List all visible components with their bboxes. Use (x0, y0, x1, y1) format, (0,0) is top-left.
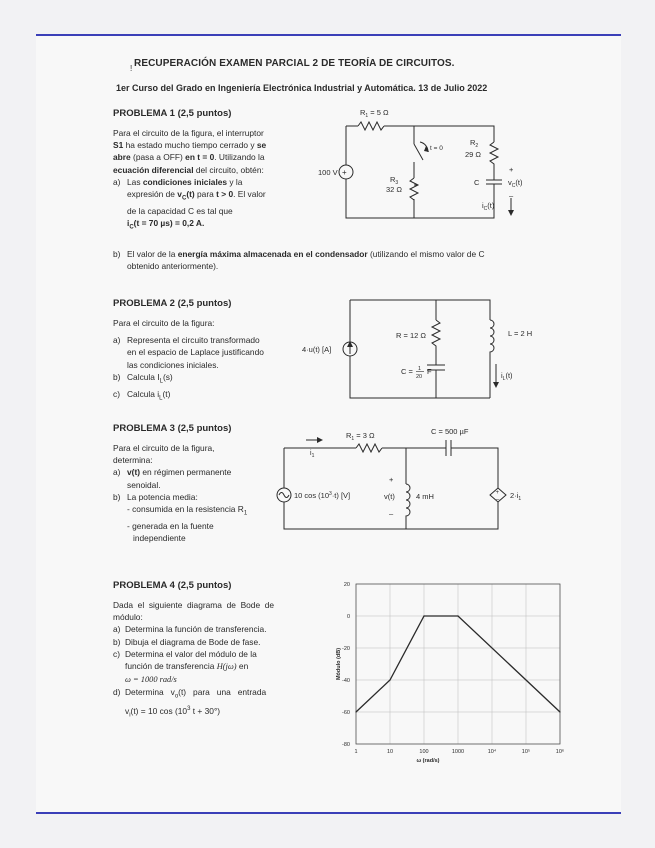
text-line: Para el circuito de la figura, (113, 443, 215, 453)
capacitor-c (446, 440, 451, 456)
problem-4-item-c: c) Determina el valor del módulo de la función de transferencia H(jω) en ω = 1000 rad/s (113, 648, 257, 685)
problem-1-item-b: b) El valor de la energía máxima almacenada en el condensador (utilizando el mismo valor de C obtenido anteriormente). (113, 249, 485, 272)
switch-label: t = 0 (430, 145, 443, 152)
problem-3-item-b: b) La potencia media: - consumida en la resistencia $R_1$ - generada en la fuente independiente (113, 491, 248, 544)
source-plus: + (342, 168, 347, 177)
source-label: 100 V (318, 168, 338, 177)
problem-4-item-b: b) Dibuja el diagrama de Bode de fase. (113, 636, 261, 647)
dep-minus: – (496, 497, 500, 503)
text-line: Dada el siguiente diagrama de Bode de (113, 600, 275, 610)
resistor-r1 (356, 444, 382, 452)
l-label: L = 2 H (508, 329, 533, 338)
circuit-3-diagram (276, 426, 541, 536)
exam-subtitle: 1er Curso del Grado en Ingeniería Electrónica Industrial y Automática. 13 de Julio 2022 (116, 83, 488, 93)
text-line: S1 ha estado mucho tiempo cerrado y se (113, 140, 267, 151)
vc-plus: + (509, 165, 514, 174)
exam-title: RECUPERACIÓN EXAMEN PARCIAL 2 DE TEORÍA DE CIRCUITOS. (134, 58, 455, 69)
bode-chart (294, 576, 565, 766)
dep-plus: + (495, 490, 500, 496)
cap-label: C (474, 178, 480, 187)
chart-point (457, 615, 458, 616)
text-line: ecuación diferencial del circuito, obtén: (113, 164, 264, 175)
chart-ticks (342, 582, 564, 755)
text-line: Para el circuito de la figura, el interruptor (113, 128, 264, 138)
problem-2-statement (113, 317, 323, 405)
il-label: $i_L(t)$ (501, 371, 513, 382)
y-tick-label: 20 (343, 582, 350, 588)
y-tick-label: -80 (342, 742, 350, 748)
c-label: C = (401, 367, 413, 376)
inductor-l (490, 320, 494, 398)
x-tick-label: 1000 (451, 749, 465, 755)
problem-4-heading: PROBLEMA 4 (2,5 puntos) (113, 580, 232, 591)
v-plus: + (389, 475, 394, 484)
x-tick-label: 100 (419, 749, 429, 755)
problem-4-item-a: a) Determina la función de transferencia. (113, 624, 267, 635)
text-line: módulo: (113, 612, 143, 623)
problem-2-item-b: b) Calcula $I_L(s)$ (113, 371, 173, 385)
x-tick-label: 10⁵ (521, 749, 531, 755)
v-label: v(t) (384, 492, 395, 501)
resistor-r (432, 320, 440, 360)
c-unit: F (427, 367, 432, 376)
r2-value: 29 Ω (465, 150, 482, 159)
l-label: 4 mH (416, 492, 434, 501)
x-tick-label: 1 (354, 749, 358, 755)
r1-label: $R_1 = 3$ Ω (346, 431, 375, 442)
problem-2-item-c: c) Calcula $i_L(t)$ (113, 388, 171, 402)
problem-4-statement (113, 599, 300, 722)
margin-mark: ! (130, 64, 133, 73)
i1-label: $i_1$ (310, 450, 315, 459)
switch-s1 (414, 144, 423, 160)
problem-4-item-d: d) Determina $v_o(t)$ para una entrada $v_i(t) = 10$ $\cos (10^3$ t + 30°) (113, 687, 267, 719)
problem-1-statement (113, 127, 318, 234)
circuit-2-diagram (298, 298, 533, 408)
y-tick-label: -20 (342, 646, 350, 652)
r2-label: $R_2$ (470, 138, 479, 149)
chart-grid (356, 584, 560, 744)
resistor-r1 (358, 122, 384, 130)
r3-value: 32 Ω (386, 185, 403, 194)
chart-point (559, 711, 560, 712)
inductor-l (406, 484, 410, 529)
y-tick-label: 0 (346, 614, 350, 620)
chart-point (355, 711, 356, 712)
chart-point (389, 679, 390, 680)
c-label: C = 500 µF (431, 427, 469, 436)
vc-label: $v_C(t)$ (508, 178, 523, 189)
c-numerator: 1 (418, 366, 422, 372)
r-label: R = 12 Ω (396, 331, 426, 340)
dep-label: $2\cdot i_1$ (510, 491, 522, 502)
x-tick-label: 10⁴ (487, 749, 497, 755)
r1-label: $R_1 = 5$ Ω (360, 108, 389, 119)
exam-page (36, 34, 621, 814)
source-label: 10 $\cos (10^3\cdot t)$ [V] (294, 491, 351, 500)
problem-2-item-a: a) Representa el circuito transformado en el espacio de Laplace justificando las condiciones iniciales. (113, 335, 264, 370)
problem-2-heading: PROBLEMA 2 (2,5 puntos) (113, 298, 232, 309)
y-tick-label: -60 (342, 710, 350, 716)
chart-xlabel: ω (rad/s) (416, 758, 440, 764)
resistor-r2 (490, 142, 498, 180)
circuit-1-diagram (306, 102, 536, 232)
capacitor-c (486, 180, 502, 184)
text-line: abre (pasa a OFF) en t = 0. Utilizando la (113, 152, 265, 163)
c-denominator: 20 (416, 374, 423, 380)
chart-ylabel: Módulo (dB) (336, 647, 342, 681)
ic-label: $i_C(t)$ (482, 201, 495, 212)
text-line: determina: (113, 455, 153, 466)
problem-1-item-a: a) Las condiciones iniciales y la expresión de $v_C(t)$ para t > 0. El valor de la capacidad C es tal que $i_C(t = 70$ µs) = 0,2 A. (113, 176, 266, 231)
resistor-r3 (410, 178, 418, 200)
chart-point (423, 615, 424, 616)
r3-label: $R_3$ (390, 175, 399, 186)
source-label: 4·u(t) [A] (302, 345, 332, 354)
v-minus: – (389, 509, 394, 518)
problem-3-heading: PROBLEMA 3 (2,5 puntos) (113, 423, 232, 434)
problem-3-statement (113, 442, 288, 544)
problem-3-item-a: a) v(t) en régimen permanente senoidal. (113, 467, 232, 490)
vc-minus: – (509, 191, 514, 200)
text-line: Para el circuito de la figura: (113, 318, 215, 328)
problem-1-heading: PROBLEMA 1 (2,5 puntos) (113, 108, 232, 119)
x-tick-label: 10 (386, 749, 394, 755)
y-tick-label: -40 (342, 678, 350, 684)
x-tick-label: 10⁶ (555, 749, 565, 755)
